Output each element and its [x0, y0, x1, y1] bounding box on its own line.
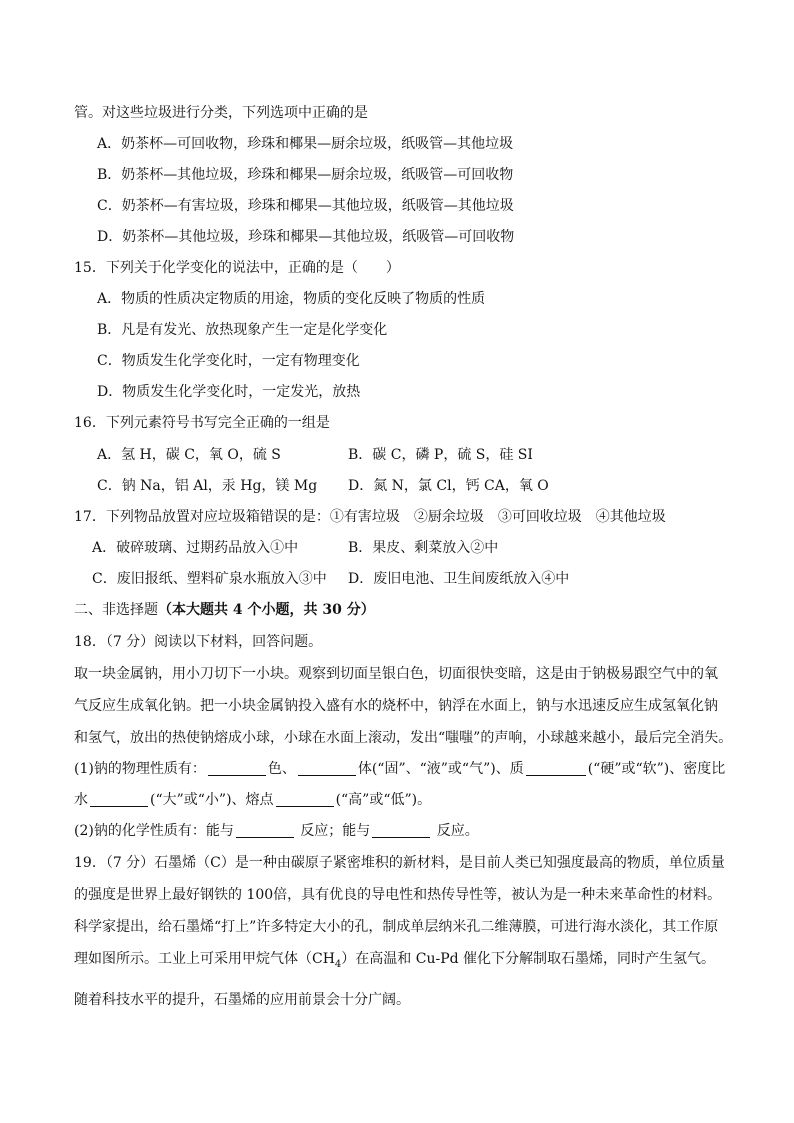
q19-paragraph-2: 的强度是世界上最好钢铁的 100倍，具有优良的导电性和热传导性等，被认为是一种未来革命性的材料。 [74, 887, 722, 903]
answer-blank-reactant-2[interactable] [372, 823, 430, 838]
q18-sub2-text-c: 反应。 [436, 823, 479, 839]
q18-sub1-text-f: (“大”或“小”)、熔点 [150, 792, 274, 808]
q18-paragraph-3: 和氢气，放出的热使钠熔成小球，小球在水面上滚动，发出“嗤嗤”的声响，小球越来越小，最后完全消失。 [74, 730, 733, 746]
q18-subquestion-1-cont [74, 790, 431, 810]
q17-option-c: C．废旧报纸、塑料矿泉水瓶放入③中 [92, 571, 327, 587]
q18-subquestion-2 [74, 821, 479, 841]
answer-blank-state[interactable] [298, 761, 356, 776]
section-heading-prefix: 二、非选择题 [74, 602, 158, 618]
section-heading [74, 600, 375, 620]
q19-p4-text-a: 理如图所示。工业上可采用甲烷气体（CH [74, 951, 335, 967]
q15-stem: 15．下列关于化学变化的说法中，正确的是（ ） [74, 260, 400, 276]
q15-option-d: D．物质发生化学变化时，一定发光，放热 [97, 384, 361, 400]
q18-paragraph-1: 取一块金属钠，用小刀切下一小块。观察到切面呈银白色，切面很快变暗，这是由于钠极易跟空气中的氧 [74, 666, 718, 682]
answer-blank-reactant-1[interactable] [236, 823, 294, 838]
q14-option-d: D．奶茶杯—其他垃圾，珍珠和椰果—其他垃圾，纸吸管—可回收物 [97, 229, 515, 245]
q16-option-b: B．碳 C，磷 P，硫 S，硅 SI [348, 447, 533, 463]
q18-sub1-text-b: 色、 [267, 761, 296, 777]
q19-paragraph-5: 随着科技水平的提升，石墨烯的应用前景会十分广阔。 [74, 992, 410, 1008]
q18-sub2-text-b: 反应；能与 [300, 823, 371, 839]
q17-option-d: D．废旧电池、卫生间废纸放入④中 [348, 571, 570, 587]
q16-option-a: A．氢 H，碳 C，氧 O，硫 S [97, 447, 281, 463]
q17-option-a: A．破碎玻璃、过期药品放入①中 [92, 540, 299, 556]
q16-option-d: D．氮 N，氯 Cl，钙 CA，氧 O [348, 478, 549, 494]
answer-blank-hardness[interactable] [526, 761, 586, 776]
q19-paragraph-3: 科学家提出，给石墨烯“打上”许多特定大小的孔，制成单层纳米孔二维薄膜，可进行海水淡化，其工作原 [74, 919, 719, 935]
q19-paragraph-1: 19．（7 分）石墨烯（C）是一种由碳原子紧密堆积的新材料，是目前人类已知强度最高的物质，单位质量 [74, 855, 725, 871]
q19-paragraph-4 [74, 949, 715, 975]
q14-option-b: B．奶茶杯—其他垃圾，珍珠和椰果—厨余垃圾，纸吸管—可回收物 [97, 167, 514, 183]
q18-sub1-text-c: 体(“固”、“液”或“气”)、质 [357, 761, 524, 777]
q15-option-a: A．物质的性质决定物质的用途，物质的变化反映了物质的性质 [97, 291, 486, 307]
q17-option-b: B．果皮、剩菜放入②中 [348, 540, 499, 556]
answer-blank-color[interactable] [208, 761, 266, 776]
q14-option-a: A．奶茶杯—可回收物，珍珠和椰果—厨余垃圾，纸吸管—其他垃圾 [97, 136, 514, 152]
q18-sub2-text-a: (2)钠的化学性质有：能与 [74, 823, 234, 839]
q18-sub1-text-g: (“高”或“低”)。 [335, 792, 432, 808]
q18-stem: 18．（7 分）阅读以下材料，回答问题。 [74, 634, 323, 650]
q18-subquestion-1 [74, 759, 725, 779]
answer-blank-density[interactable] [90, 792, 148, 807]
q14-stem-tail: 管。对这些垃圾进行分类，下列选项中正确的是 [74, 105, 368, 121]
q15-option-b: B．凡是有发光、放热现象产生一定是化学变化 [97, 322, 388, 338]
q16-stem: 16．下列元素符号书写完全正确的一组是 [74, 415, 330, 431]
q18-sub1-text-e: 水 [74, 792, 88, 808]
answer-blank-melting-point[interactable] [276, 792, 334, 807]
q19-p4-text-b: ）在高温和 Cu-Pd 催化下分解制取石墨烯，同时产生氢气。 [341, 951, 716, 967]
q18-sub1-text-a: (1)钠的物理性质有： [74, 761, 206, 777]
section-heading-detail: （本大题共 4 个小题，共 30 分） [158, 602, 375, 618]
q14-option-c: C．奶茶杯—有害垃圾，珍珠和椰果—其他垃圾，纸吸管—其他垃圾 [97, 198, 514, 214]
q18-sub1-text-d: (“硬”或“软”)、密度比 [587, 761, 726, 777]
q19-p4-subscript: 4 [334, 958, 342, 970]
q18-paragraph-2: 气反应生成氧化钠。把一小块金属钠投入盛有水的烧杯中，钠浮在水面上，钠与水迅速反应生成氢氧化钠 [74, 698, 718, 714]
q15-option-c: C．物质发生化学变化时，一定有物理变化 [97, 353, 360, 369]
q17-stem: 17．下列物品放置对应垃圾箱错误的是：①有害垃圾 ②厨余垃圾 ③可回收垃圾 ④其他垃圾 [74, 509, 666, 525]
q16-option-c: C．钠 Na，铝 Al，汞 Hg，镁 Mg [97, 478, 318, 494]
